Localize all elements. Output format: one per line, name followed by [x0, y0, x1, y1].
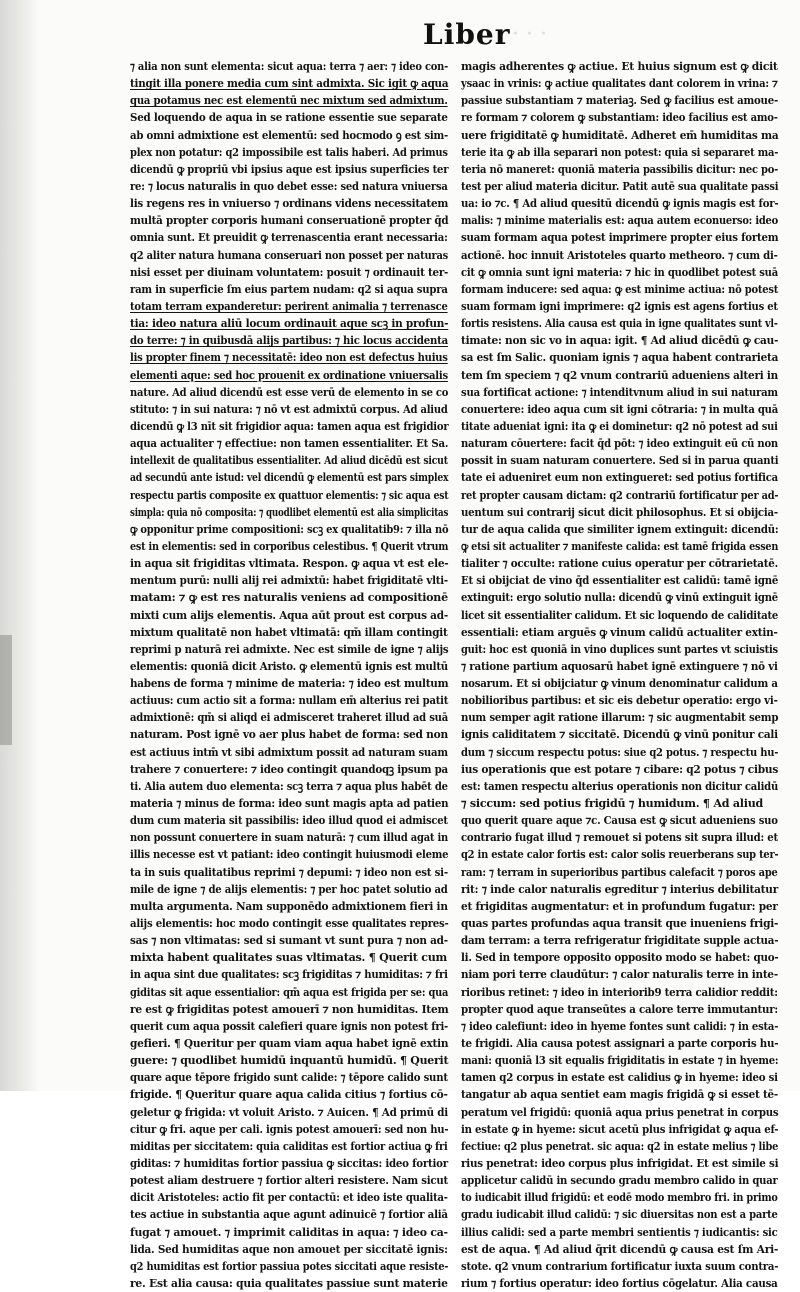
text-line: qua potamus nec est elementū nec mixtum sed admixtum.	[130, 94, 448, 108]
text-line: applicetur calidū in secundo gradu membro calido in quar	[461, 1174, 778, 1188]
text-line: q2 aliter natura humana conseruari non posset per naturas	[130, 248, 449, 262]
text-line: est de aqua. ¶ Ad aliud q̄rit dicendū ꝙ causa est ſm Ari-	[461, 1242, 779, 1256]
text-line: ti. Alia autem duo elementa: scꝫ terra ⁊ aqua plus habēt de	[130, 779, 448, 793]
text-line: guere: ⁊ quodlibet humidū inquantū humidū. ¶ Querit	[130, 1054, 449, 1068]
text-line: re est ꝙ frigiditas potest amouerī ⁊ non humiditas. Item	[130, 1002, 449, 1016]
text-line: extinguit: ergo solutio nulla: dicendū ꝙ vinū extinguit ignē	[461, 591, 778, 605]
text-line: lis regens res in vniuerso ⁊ ordinans videns necessitatem	[130, 197, 449, 211]
text-line: potest aliam destruere ⁊ fortior alteri resistere. Nam sicut	[130, 1174, 448, 1188]
text-line: intellexit de qualitatibus essentialiter. Ad aliud dicēdū est sicut	[130, 454, 448, 468]
text-line: fugat ⁊ amouet. ⁊ imprimit caliditas in aqua: ⁊ ideo ca-	[130, 1225, 448, 1239]
text-line: multa argumenta. Nam supponēdo admixtionem fieri in	[130, 899, 448, 913]
text-line: cit ꝙ omnia sunt igni materia: ⁊ hic in quodlibet potest suā	[461, 265, 778, 279]
text-line: contrario fugat illud ⁊ remouet si potens sit supra illud: et	[461, 831, 778, 845]
text-line: matam: ⁊ ꝙ est res naturalis veniens ad compositionē	[130, 591, 448, 605]
text-line: fectiue: q2 plus penetrat. sic aqua: q2 in estate melius ⁊ libe	[461, 1139, 779, 1153]
text-line: Sed loquendo de aqua in se ratione essentie sue separate	[130, 111, 448, 125]
text-line: stituto: ⁊ in sui natura: ⁊ nō vt est admixtū corpus. Ad aliud	[130, 402, 448, 416]
text-line: mixti cum alijs elementis. Aqua aūt prout est corpus ad-	[130, 608, 448, 622]
text-line: suam formam aqua potest imprimere propter eius fortem	[461, 231, 779, 245]
text-line: tia: ideo natura aliū locum ordinauit aque scꝫ in profun-	[130, 317, 449, 331]
text-line: mentum purū: nulli alij rei admixtū: habet frigiditatē vlti-	[130, 574, 448, 588]
text-line: rius penetrat: ideo corpus plus infrigidat. Et est simile si	[461, 1157, 779, 1170]
text-line: sua fortificat actione: ⁊ intenditvnum aliud in sui naturam	[461, 385, 778, 399]
text-line: licet sit essentialiter calidum. Et sic loquendo de caliditate	[461, 608, 778, 622]
text-line: niam pori terre claudūtur: ⁊ calor naturalis terre in inte-	[461, 968, 778, 982]
text-line: actionē. hoc innuit Aristoteles quarto metheoro. ⁊ cum di-	[461, 248, 778, 262]
text-line: habens de forma ⁊ minime de materia: ⁊ ideo est multum	[130, 677, 449, 691]
text-line: in estate ꝙ in hyeme: sicut acetū plus infrigidat ꝙ aqua ef-	[461, 1122, 779, 1136]
text-line: dicendū ꝙ propriū vbi ipsius aque est ipsius superficies ter	[130, 162, 449, 176]
text-line: omnia sunt. Et preuidit ꝙ terrenascentia erant necessaria:	[130, 231, 448, 245]
text-line: sas ⁊ non vltimatas: sed si sumant vt sunt pura ⁊ non ad-	[130, 934, 448, 948]
running-head: Liber	[423, 18, 511, 51]
text-line: ⁊ ideo calefiunt: ideo in hyeme fontes sunt calidi: ⁊ in esta-	[461, 1019, 779, 1033]
text-line: fortis resistens. Alia causa est quia in igne qualitates sunt vl-	[461, 317, 778, 331]
text-line: ꝙ etsi sit actualiter ⁊ manifeste calida: est tamē frigida essen	[461, 539, 779, 553]
text-line: quas partes profundas aqua transit que inueniens frigi-	[461, 917, 779, 931]
text-line: tamen q2 corpus in estate est calidius ꝙ in hyeme: ideo si	[461, 1071, 778, 1085]
text-line: terie ita ꝙ ab illa separari non potest: quia si separaret ma-	[461, 145, 779, 159]
text-line: miditas per siccitatem: quia caliditas est fortior actiua ꝙ fri	[130, 1139, 448, 1153]
text-line: tem ſm speciem ⁊ q2 vnum contrariū adueniens alteri in	[461, 368, 779, 382]
text-line: ⁊ siccum: sed potius frigidū ⁊ humidum. ¶ Ad aliud	[461, 797, 764, 811]
text-line: to iudicabit illud frigidū: et eodē modo membro fri. in primo	[461, 1191, 778, 1205]
text-line: multā propter corporis humani conseruationē propter q̄d	[130, 214, 449, 228]
text-line: ua: io ⁊c. ¶ Ad aliud quesitū dicendū ꝙ ignis magis est for-	[461, 197, 779, 211]
text-line: mixta habent qualitates suas vltimatas. ¶ Querit cum	[130, 951, 448, 965]
text-line: nosarum. Et si obijciatur ꝙ vinum denominatur calidum a	[461, 677, 778, 691]
text-line: test per aliud materia dicitur. Patit autē sua qualitate passi	[461, 179, 779, 193]
text-line: aqua actualiter ⁊ effectiue: non tamen essentialiter. Et Sa.	[130, 437, 449, 451]
text-line: dicendū ꝙ l3 nīt sit frigidior aqua: tamen aqua est frigidior	[130, 419, 449, 433]
text-line: ius operationis que est potare ⁊ cibare: q2 potus ⁊ cibus	[461, 762, 779, 776]
text-line: in aqua sint due qualitates: scꝫ frigiditas ⁊ humiditas: ⁊ fri	[130, 968, 448, 982]
text-line: tate ei adueniret eum non extingueret: sed potius fortifica	[461, 471, 778, 485]
text-line: naturam. Post ignē vo aer plus habet de forma: sed non	[130, 728, 448, 742]
text-line: rioribus retinet: ⁊ ideo in interiorib9 terra calidior reddit:	[461, 985, 778, 999]
text-line: est actiuus intm̄ vt sibi admixtum possit ad naturam suam	[130, 745, 448, 759]
text-line: magis adherentes ꝙ actiue. Et huius signum est ꝙ dicit	[461, 60, 778, 73]
text-line: sa est ſm Salic. quoniam ignis ⁊ aqua habent contrarieta	[461, 351, 779, 365]
text-line: titate adueniat igni: ita ꝙ ei dominetur: q2 nō potest ad sui	[461, 419, 778, 433]
text-line: simpla: quia nō composita: ⁊ quodlibet elementū est alia simplicitas	[130, 505, 449, 519]
text-line: rium ⁊ fortius operatur: ideo fortius cōgelatur. Alia causa	[461, 1276, 778, 1290]
text-line: ret propter causam dictam: q2 contrariū fortificatur per ad-	[461, 488, 779, 502]
text-line: quare aque tēpore frigido sunt calide: ⁊ tēpore calido sunt	[130, 1071, 448, 1085]
text-line: re. Est alia causa: quia qualitates passiue sunt materie	[130, 1276, 448, 1290]
text-line: lida. Sed humiditas aque non amouet per siccitatē ignis:	[130, 1242, 448, 1256]
text-line: reprimi p naturā rei admixte. Nec est simile de igne ⁊ alijs	[130, 642, 449, 656]
text-line: uere frigiditatē ꝙ humiditatē. Adheret em̄ humiditas ma	[461, 128, 779, 142]
text-line: q2 humiditas est fortior passiua potes siccitati aque resiste-	[130, 1259, 449, 1273]
text-line: mile de igne ⁊ de alijs elementis: ⁊ per hoc patet solutio ad	[130, 882, 448, 896]
text-line: dum cum materia sit passibilis: ideo illud quod ei admiscet	[130, 814, 448, 828]
text-line: et frigiditas augmentatur: et in profundum fugatur: per	[461, 899, 778, 913]
text-line: ram in superficie ſm eius partem nudam: q2 si aqua supra	[130, 282, 448, 296]
text-line: mani: quoniā l3 sit equalis frigiditatis in estate ⁊ in hyeme:	[461, 1054, 779, 1068]
text-line: dicit Aristoteles: actio fit per contactū: et ideo iste qualita-	[130, 1191, 448, 1205]
text-line: possit in suam naturam conuertere. Sed si in parua quanti	[461, 454, 779, 468]
text-line: plex non potatur: q2 impossibile est talis haberi. Ad primus	[130, 145, 448, 159]
text-line: est in elementis: sed in corporibus celestibus. ¶ Querit vtrum	[130, 539, 449, 553]
text-line: peratum vel frigidū: quoniā aqua prius penetrat in corpus	[461, 1105, 779, 1119]
text-line: ⁊ ratione partium aquosarū habet ignē extinguere ⁊ nō vi	[461, 659, 778, 673]
text-line: re: ⁊ locus naturalis in quo debet esse: sed natura vniuersa	[130, 179, 448, 193]
text-line: re formam ⁊ colorem ꝙ substantiam: ideo facilius est amo-	[461, 111, 778, 125]
text-line: ysaac in vrinis: ꝙ actiue qualitates dant colorem in vrina: ⁊	[461, 77, 778, 91]
text-line: est: tamen respectu alterius operationis non dicitur calidū	[461, 779, 779, 793]
text-line: tur de aqua calida que similiter ignem extinguit: dicendū:	[461, 522, 779, 536]
scan-smudge	[0, 635, 12, 745]
text-line: ta in suis qualitatibus reprimi ⁊ depumi: ⁊ ideo non est si-	[130, 865, 448, 879]
text-line: geletur ꝙ frigida: vt voluit Aristo. ⁊ Auicen. ¶ Ad primū di	[130, 1105, 448, 1119]
text-line: nobilioribus partibus: et sic eis debetur operatio: ergo vi-	[461, 694, 778, 708]
text-line: dum ⁊ siccum respectu potus: siue q2 potus. ⁊ respectu hu-	[461, 745, 779, 759]
text-line: passiue substantiam ⁊ materiaꝫ. Sed ꝙ facilius est amoue-	[461, 94, 778, 108]
text-line: tingit illa ponere media cum sint admixta. Sic igit ꝙ aqua	[130, 77, 449, 91]
text-line: rit: ⁊ inde calor naturalis egreditur ⁊ interius debilitatur	[461, 882, 778, 896]
text-line: quo querit quare aque ⁊c. Causa est ꝙ sicut adueniens suo	[461, 814, 778, 828]
text-line: gefieri. ¶ Queritur per quam viam aqua habet ignē extin	[130, 1037, 449, 1051]
text-column-left	[130, 58, 449, 1290]
text-line: li. Sed in tempore opposito opposito modo se habet: quo-	[461, 951, 779, 965]
text-line: materia ⁊ minus de forma: ideo sunt magis apta ad patien	[130, 797, 449, 811]
text-line: illis necesse est vt patiant: ideo contingit huiusmodi eleme	[130, 848, 449, 862]
text-line: nature. Ad aliud dicendū est esse verū de elemento in se co	[130, 385, 449, 399]
text-line: ⁊ alia non sunt elementa: sicut aqua: terra ⁊ aer: ⁊ ideo con-	[130, 60, 449, 73]
text-line: essentiali: etiam arguēs ꝙ vinum calidū actualiter extin-	[461, 625, 778, 639]
page-gutter-shadow	[0, 0, 40, 1091]
text-line: guit: hoc est quoniā in vino duplices sunt partes vt sciuistis	[461, 642, 778, 656]
text-line: elementi aque: sed hoc prouenit ex ordinatione vniuersalis	[130, 368, 448, 382]
text-line: stote. q2 vnum contrarium fortificatur iuxta suum contra-	[461, 1259, 779, 1273]
text-line: tes actiue in substantia aque agunt adinuicē ⁊ fortior aliā	[130, 1208, 448, 1222]
text-line: illius calidi: sed a parte membri sentientis ⁊ iudicantis: sic	[461, 1225, 778, 1239]
text-line: admixtionē: qm̄ si aliqd ei admisceret traheret illud ad suā	[130, 711, 449, 725]
text-line: dam terram: a terra refrigeratur frigiditate supple actua-	[461, 934, 779, 948]
text-line: teria nō maneret: quoniā materia passibilis dicitur: nec po-	[461, 162, 779, 176]
text-line: gradu iudicabit illud calidū: ⁊ sic diuersitas non est a parte	[461, 1208, 778, 1222]
text-line: giditas sit aque essentialior: qm̄ aqua est frigida per se: qua	[130, 985, 449, 999]
text-line: ab omni admixtione est elementū: sed hocmodo ꝯ est sim-	[130, 128, 448, 142]
text-line: conuertere: ideo aqua cum sit igni cōtraria: ⁊ in multa quā	[461, 402, 779, 416]
text-line: naturam cōuertere: facit q̄d pōt: ⁊ ideo extinguit eū cū non	[461, 437, 778, 451]
text-line: lis propter finem ⁊ necessitatē: ideo non est defectus huius	[130, 351, 448, 365]
text-line: non possunt conuertere in suam naturā: ⁊ cum illud agat in	[130, 831, 449, 845]
text-line: totam terram expanderetur: perirent animalia ⁊ terrenasce	[130, 299, 448, 313]
text-line: formam inducere: sed aqua: ꝙ est minime actiua: nō potest	[461, 282, 779, 296]
text-line: num semper agit ratione illarum: ⁊ sic augmentabit semp	[461, 711, 779, 725]
text-line: Et si obijciat de vino q̄d essentialiter est calidū: tamē ignē	[461, 574, 779, 588]
text-line: actiuus: cum actio sit a forma: nullam em̄ alterius rei patit	[130, 694, 449, 708]
text-line: querit cum aqua possit calefieri quare ignis non potest fri-	[130, 1019, 448, 1033]
show-through-text: · · · ·	[498, 22, 547, 47]
text-line: mixtum qualitatē non habet vltimatā: qm̄ illam contingit	[130, 625, 448, 639]
text-line: timate: non sic vo in aqua: igit. ¶ Ad aliud dicēdū ꝙ cau-	[461, 334, 779, 348]
text-line: tialiter ⁊ occulte: ratione cuius operatur per cōtrarietatē.	[461, 557, 778, 571]
text-line: citur ꝙ fri. aque per cali. ignis potest amouerī: sed non hu-	[130, 1122, 449, 1136]
text-line: malis: ⁊ minime materialis est: aqua autem econuerso: ideo	[461, 214, 778, 228]
text-line: ad secundū ante istud: vel dicendū ꝙ elementū est pars simplex	[130, 471, 449, 485]
text-line: in aqua sit frigiditas vltimata. Respon. ꝙ aqua vt est ele-	[130, 557, 449, 571]
text-line: q2 in estate calor fortis est: calor solis reuerberans sup ter-	[461, 848, 779, 862]
text-line: respectu partis composite ex quattuor elementis: ⁊ sic aqua est	[130, 488, 449, 502]
text-line: do terre: ⁊ in quibusdā alijs partibus: ⁊ hic locus accidenta	[130, 334, 448, 348]
text-line: elementis: quoniā dicit Aristo. ꝙ elementū ignis est multū	[130, 659, 448, 673]
text-line: uentum sui contrarij sicut dicit philosophus. Et si obijcia-	[461, 505, 778, 519]
text-line: suam formam igni imprimere: q2 ignis est agens fortius et	[461, 299, 778, 313]
text-line: tangatur ab aqua sentiet eam magis frigidā ꝙ si esset tē-	[461, 1088, 778, 1102]
text-line: propter quod aque transeūtes a calore terre immutantur:	[461, 1002, 778, 1016]
text-column-right	[461, 58, 779, 1290]
text-line: ignis caliditatem ⁊ siccitatē. Dicendū ꝙ vinū ponitur cali	[461, 728, 778, 742]
text-line: ram: ⁊ terram in superioribus partibus calefacit ⁊ poros ape	[461, 865, 778, 879]
text-line: frigide. ¶ Queritur quare aqua calida citius ⁊ fortius cō-	[130, 1088, 448, 1102]
text-line: nisi esset per diuinam voluntatem: posuit ⁊ ordinauit ter-	[130, 265, 449, 279]
text-line: trahere ⁊ conuertere: ⁊ ideo contingit quandoqꝫ ipsum pa	[130, 762, 448, 776]
text-line: alijs elementis: hoc modo contingit esse qualitates repres-	[130, 917, 449, 931]
text-line: giditas: ⁊ humiditas fortior passiua ꝙ siccitas: ideo fortior	[130, 1157, 448, 1170]
text-line: te frigidi. Alia causa potest assignari a parte corporis hu-	[461, 1037, 779, 1051]
text-line: ꝙ opponitur prime compositioni: scꝫ ex qualitatib9: ⁊ illa nō	[130, 522, 449, 536]
